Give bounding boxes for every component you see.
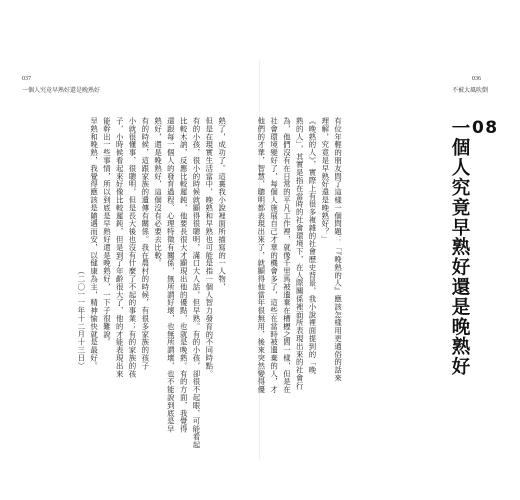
text-line: 他們的才華，智慧，聰明都表現出來了，就顯得他當年很無用，後來突然變得優 bbox=[256, 117, 266, 394]
left-page-body bbox=[74, 117, 228, 449]
text-line: 熟的人」，其實是指在當時的社會環境下，在人際關係裡面所表現出來的社會行 bbox=[295, 117, 305, 390]
text-line: 社會環境變好了，每個人施展自己才華的機會多了，這些在當時被遺棄的人，才 bbox=[269, 117, 279, 394]
text-line: 有位年輕的朋友問了這樣一個問題：「『晚熟的人』應該怎樣用更通俗的話來 bbox=[333, 117, 343, 382]
left-running-head: 一個人究竟早熟好還是晚熟好 bbox=[22, 87, 101, 94]
text-line: 有的小孩，很小的時候就顯得很聰明，滿口大人話，但早熟。有的小孩，卻很不起眼，可能看起 bbox=[191, 117, 201, 449]
right-page-number: 036 bbox=[472, 76, 481, 82]
text-line: 子，小時候看起來好像比較遲鈍，但是到了年齡很大了，他的才能表現出來 bbox=[115, 117, 125, 378]
text-line: 有的時候，這跟家族的遺傳有關係。我在農村的時候，有很多家族的孩子 bbox=[140, 117, 150, 370]
text-line: 還跟每一個人的發育過程、心理特徵有關係，無所謂好壞，也無所謂壞，也不能說到底是早 bbox=[166, 117, 176, 433]
text-line: 《晚熟的人》，實際上有很多複雜的社會歷史背景，我小說裡面提到的「晚 bbox=[307, 117, 317, 374]
text-line: 能幹出一些事情，所以到底是早熟好還是晚熟好，一下子很難說。 bbox=[102, 117, 112, 347]
text-line: 熟了，成功了。這裏我小說裡面所描寫的一人物， bbox=[217, 117, 227, 291]
right-running-head: 不被大風吹倒 bbox=[452, 87, 489, 94]
chapter-heading bbox=[446, 118, 498, 377]
right-page-body bbox=[254, 117, 344, 427]
date-line: （二〇一一年十二月十三日） bbox=[76, 267, 86, 370]
left-page-number: 037 bbox=[22, 76, 31, 82]
text-line: 比較木訥，反應比較遲鈍，他要長很大才顯現出他的優點，也就是晚熟。有的方面，我覺得 bbox=[179, 117, 189, 433]
text-line: 理解，究竟是早熟好還是晚熟好？」 bbox=[320, 117, 330, 244]
text-line: 熟好，還是晚熟好，這個沒有必要去比較。 bbox=[153, 117, 163, 268]
chapter-number: 08 bbox=[472, 118, 499, 138]
text-line: 為，他們沒有在日常的平凡工作裡，就像千里馬被遺棄在槽櫪之間一樣，但是在 bbox=[282, 117, 292, 394]
text-line: 但是在現實生活當中，晚熟和早熟也可能是指一個人智力發育的不同時點。 bbox=[204, 117, 214, 378]
text-line: 小就很懂事，很聰明，但是長大後也沒有什麼了不起的事業；有的家族的孩 bbox=[127, 117, 137, 378]
chapter-title: 一個人究竟早熟好還是晚熟好 bbox=[449, 118, 470, 377]
text-line: 早熟和晚熟，我覺得應該是隨遇而安，以健康為主，精神愉快就是最好。 bbox=[89, 117, 99, 370]
